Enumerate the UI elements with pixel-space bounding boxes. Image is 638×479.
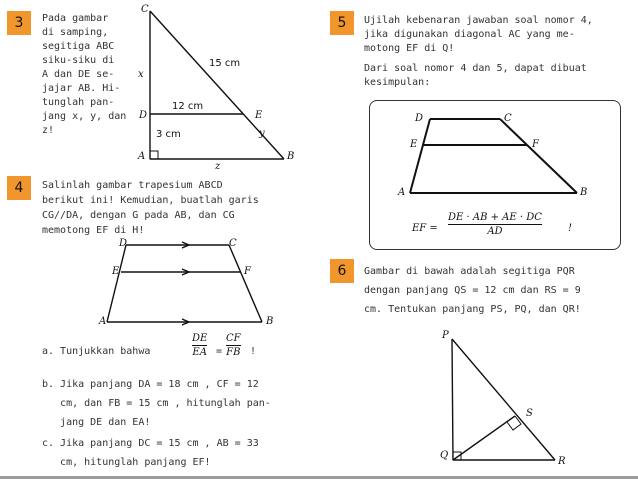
problem-5-line: Dari soal nomor 4 dan 5, dapat dibuat [364, 63, 587, 74]
vertex-label-c: C [141, 4, 149, 15]
vertex-label-d: D [119, 238, 128, 249]
vertex-label-b: B [266, 316, 274, 327]
problem-3-line: jang x, y, dan [42, 111, 127, 122]
measure-12cm: 12 cm [172, 101, 204, 112]
formula-fraction-bar [448, 224, 542, 225]
formula-lhs: EF = [412, 223, 438, 234]
problem-3-number: 3 [7, 11, 31, 35]
vertex-label-b: B [287, 151, 295, 162]
box-vertex-label-a: A [398, 187, 406, 198]
problem-4-number: 4 [7, 176, 31, 200]
box-vertex-label-e: E [410, 139, 418, 150]
formula-numerator: DE · AB + AE · DC [448, 212, 542, 223]
vertex-label-p: P [442, 330, 449, 341]
fraction-numerator: CF [226, 333, 241, 344]
problem-3-line: A dan DE se- [42, 69, 115, 80]
vertex-label-s: S [526, 408, 533, 419]
problem-4b-line: b. Jika panjang DA = 18 cm , CF = 12 [42, 379, 259, 390]
problem-4-line: berikut ini! Kemudian, buatlah garis [42, 195, 259, 206]
vertex-label-a: A [99, 316, 107, 327]
variable-x: x [138, 69, 144, 80]
problem-6-line: cm. Tentukan panjang PS, PQ, dan QR! [364, 304, 581, 315]
box-vertex-label-b: B [580, 187, 588, 198]
formula-denominator: AD [487, 226, 503, 237]
problem-4c-line: c. Jika panjang DC = 15 cm , AB = 33 [42, 438, 259, 449]
measure-3cm: 3 cm [156, 129, 181, 140]
problem-6-number: 6 [330, 259, 354, 283]
problem-4-line: CG//DA, dengan G pada AB, dan CG [42, 210, 235, 221]
vertex-label-e: E [112, 266, 120, 277]
problem-5-line: Ujilah kebenaran jawaban soal nomor 4, [364, 15, 593, 26]
problem-4b-line: cm, dan FB = 15 cm , hitunglah pan- [42, 398, 271, 409]
problem-4c-line: cm, hitunglah panjang EF! [42, 457, 211, 468]
vertex-label-c: C [229, 238, 237, 249]
vertex-label-a: A [138, 151, 146, 162]
formula-fraction [448, 212, 542, 237]
problem-3-line: Pada gambar [42, 13, 109, 24]
fraction-denominator: FB [226, 347, 241, 358]
fraction-numerator: DE [192, 333, 208, 344]
problem-5-line: kesimpulan: [364, 77, 431, 88]
problem-4a-prefix: a. Tunjukkan bahwa [42, 346, 151, 357]
box-vertex-label-d: D [415, 113, 424, 124]
vertex-label-f: F [244, 266, 251, 277]
vertex-label-r: R [558, 456, 566, 467]
variable-z: z [215, 161, 221, 172]
problem-4-line: memotong EF di H! [42, 225, 145, 236]
variable-y: y [259, 128, 265, 139]
problem-3-line: tunglah pan- [42, 97, 115, 108]
problem-6-line: dengan panjang QS = 12 cm dan RS = 9 [364, 285, 581, 296]
problem-3-line: z! [42, 125, 55, 136]
box-vertex-label-c: C [504, 113, 512, 124]
equals-sign: = [216, 346, 223, 357]
exclamation: ! [250, 346, 257, 357]
vertex-label-e: E [255, 110, 263, 121]
problem-4-line: Salinlah gambar trapesium ABCD [42, 180, 223, 191]
box-vertex-label-f: F [532, 139, 539, 150]
formula-exclamation: ! [568, 223, 573, 234]
problem-3-line: siku-siku di [42, 55, 115, 66]
problem-3-line: di samping, [42, 27, 109, 38]
problem-5-line: jika digunakan diagonal AC yang me- [364, 29, 575, 40]
fraction-denominator: EA [192, 347, 207, 358]
problem-5-number: 5 [330, 11, 354, 35]
problem-5-line: motong EF di Q! [364, 43, 455, 54]
problem-3-line: jajar AB. Hi- [42, 83, 121, 94]
problem-6-line: Gambar di bawah adalah segitiga PQR [364, 266, 575, 277]
problem-3-line: segitiga ABC [42, 41, 115, 52]
vertex-label-d: D [139, 110, 148, 121]
measure-15cm: 15 cm [209, 58, 241, 69]
problem-4b-line: jang DE dan EA! [42, 417, 151, 428]
vertex-label-q: Q [440, 450, 449, 461]
